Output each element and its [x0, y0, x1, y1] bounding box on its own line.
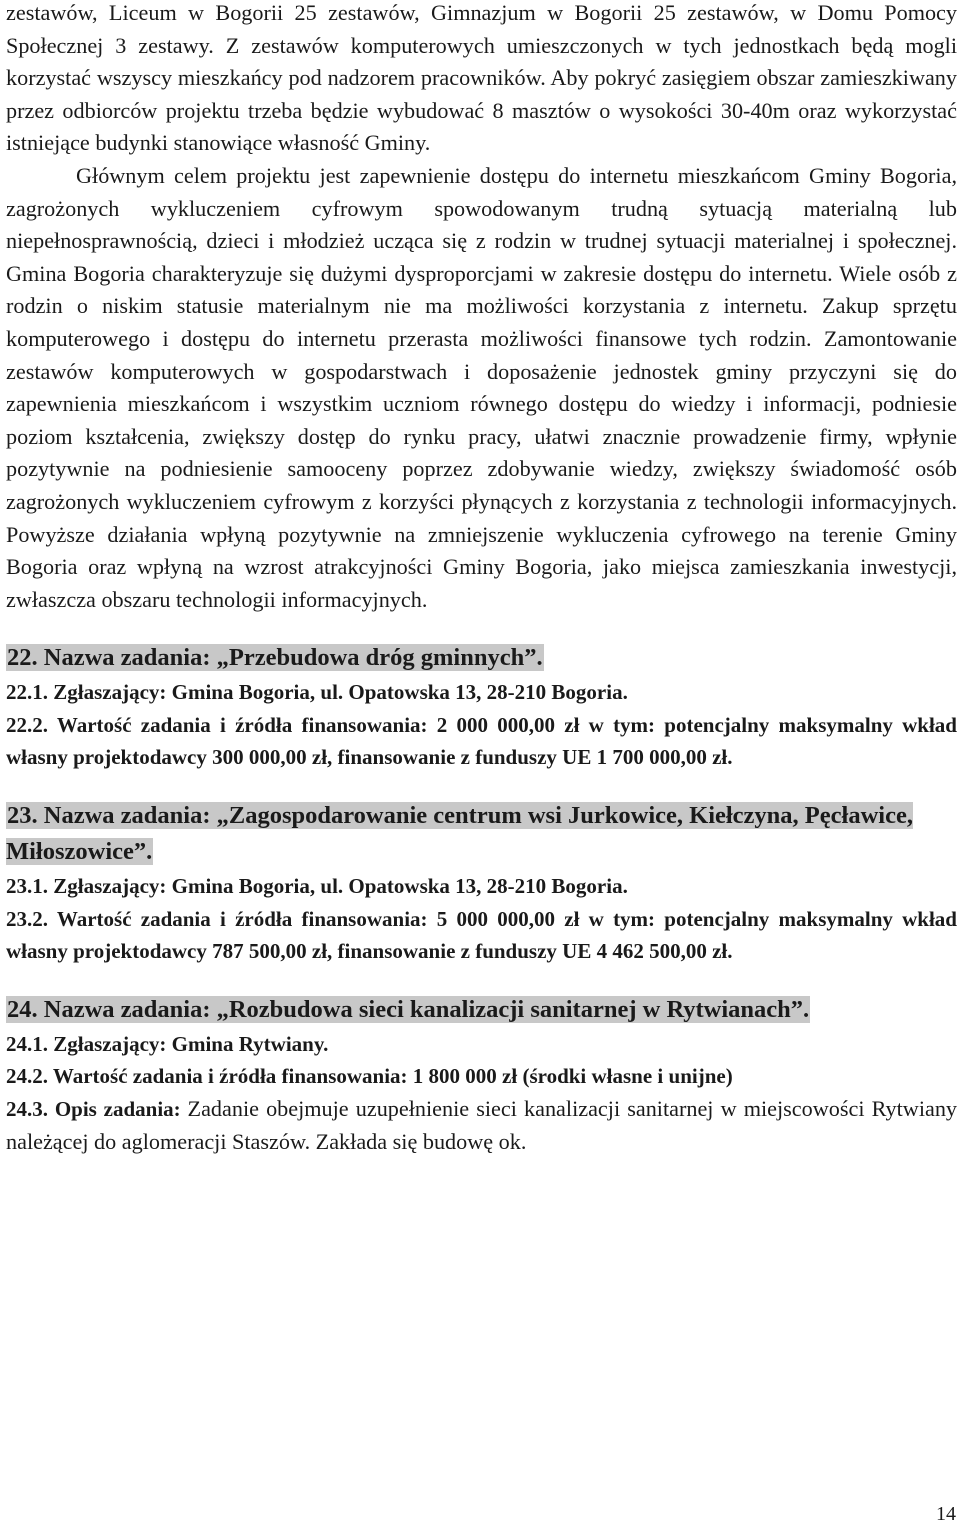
task-22	[6, 640, 957, 774]
task-applicant: 23.1. Zgłaszający: Gmina Bogoria, ul. Opatowska 13, 28-210 Bogoria.	[6, 874, 628, 899]
task-funding: 22.2. Wartość zadania i źródła finansowania: 2 000 000,00 zł w tym: potencjalny maksymalny wkład własny projektodawcy 300 000,00 zł, finansowanie z funduszy UE 1 700 000,00 zł.	[6, 712, 957, 770]
task-23	[6, 798, 957, 968]
page-number: 14	[936, 1503, 956, 1525]
task-24	[6, 992, 957, 1158]
task-title	[6, 798, 957, 870]
task-funding: 23.2. Wartość zadania i źródła finansowania: 5 000 000,00 zł w tym: potencjalny maksymalny wkład własny projektodawcy 787 500,00 zł, finansowanie z funduszy UE 4 462 500,00 zł.	[6, 906, 957, 964]
task-description-label: 24.3. Opis zadania:	[6, 1097, 181, 1122]
paragraph-2: Głównym celem projektu jest zapewnienie dostępu do internetu mieszkańcom Gminy Bogoria, zagrożonych wykluczeniem cyfrowym spowodowanym trudną sytuacją materialną lub niepełnosprawnością, dzieci i młodzież ucząca się z rodzin w trudnej sytuacji materialnej i społecznej. Gmina Bogoria charakteryzuje się dużymi dysproporcjami w zakresie dostępu do internetu. Wiele osób z rodzin o niskim statusie materialnym nie ma możliwości korzystania z internetu. Zakup sprzętu komputerowego i dostępu do internetu przerasta możliwości finansowe tych rodzin. Zamontowanie zestawów komputerowych w gospodarstwach i doposażenie jednostek gminy przyczyni się do zapewnienia mieszkańcom i wszystkim uczniom równego dostępu do wiedzy i informacji, podniesie poziom kształcenia, zwiększy dostęp do rynku pracy, ułatwi znacznie prowadzenie firmy, wpłynie pozytywnie na podniesienie samooceny poprzez zdobywanie wiedzy, zwiększy świadomość osób zagrożonych wykluczeniem cyfrowym z korzyści płynących z korzystania z technologii informacyjnych. Powyższe działania wpłyną pozytywnie na zmniejszenie wykluczenia cyfrowego na terenie Gminy Bogoria oraz wpłyną na wzrost atrakcyjności Gminy Bogoria, jako miejsca zamieszkania inwestycji, zwłaszcza obszaru technologii informacyjnych.	[6, 162, 957, 612]
task-title-text: 24. Nazwa zadania: „Rozbudowa sieci kanalizacji sanitarnej w Rytwianach”.	[7, 995, 810, 1023]
task-title-text: 23. Nazwa zadania: „Zagospodarowanie centrum wsi Jurkowice, Kiełczyna, Pęcławice, Miłoszowice”.	[6, 802, 913, 866]
task-applicant: 22.1. Zgłaszający: Gmina Bogoria, ul. Opatowska 13, 28-210 Bogoria.	[6, 680, 628, 705]
task-funding: 24.2. Wartość zadania i źródła finansowania: 1 800 000 zł (środki własne i unijne)	[6, 1064, 733, 1089]
task-description	[6, 1093, 957, 1158]
task-title	[6, 992, 957, 1028]
task-applicant: 24.1. Zgłaszający: Gmina Rytwiany.	[6, 1031, 329, 1056]
document-page	[6, 0, 957, 1158]
task-description-text: Zadanie obejmuje uzupełnienie sieci kanalizacji sanitarnej w miejscowości Rytwiany należącej do aglomeracji Staszów. Zakłada się budowę ok.	[6, 1096, 958, 1154]
task-title	[6, 640, 957, 676]
task-title-text: 22. Nazwa zadania: „Przebudowa dróg gminnych”.	[7, 644, 543, 672]
paragraph-1: zestawów, Liceum w Bogorii 25 zestawów, Gimnazjum w Bogorii 25 zestawów, w Domu Pomocy Społecznej 3 zestawy. Z zestawów komputerowych umieszczonych w tych jednostkach będą mogli korzystać wszyscy mieszkańcy pod nadzorem pracowników. Aby pokryć zasięgiem obszar zamieszkiwany przez odbiorców projektu trzeba będzie wybudować 8 masztów o wysokości 30-40m oraz wykorzystać istniejące budynki stanowiące własność Gminy.	[6, 0, 957, 156]
